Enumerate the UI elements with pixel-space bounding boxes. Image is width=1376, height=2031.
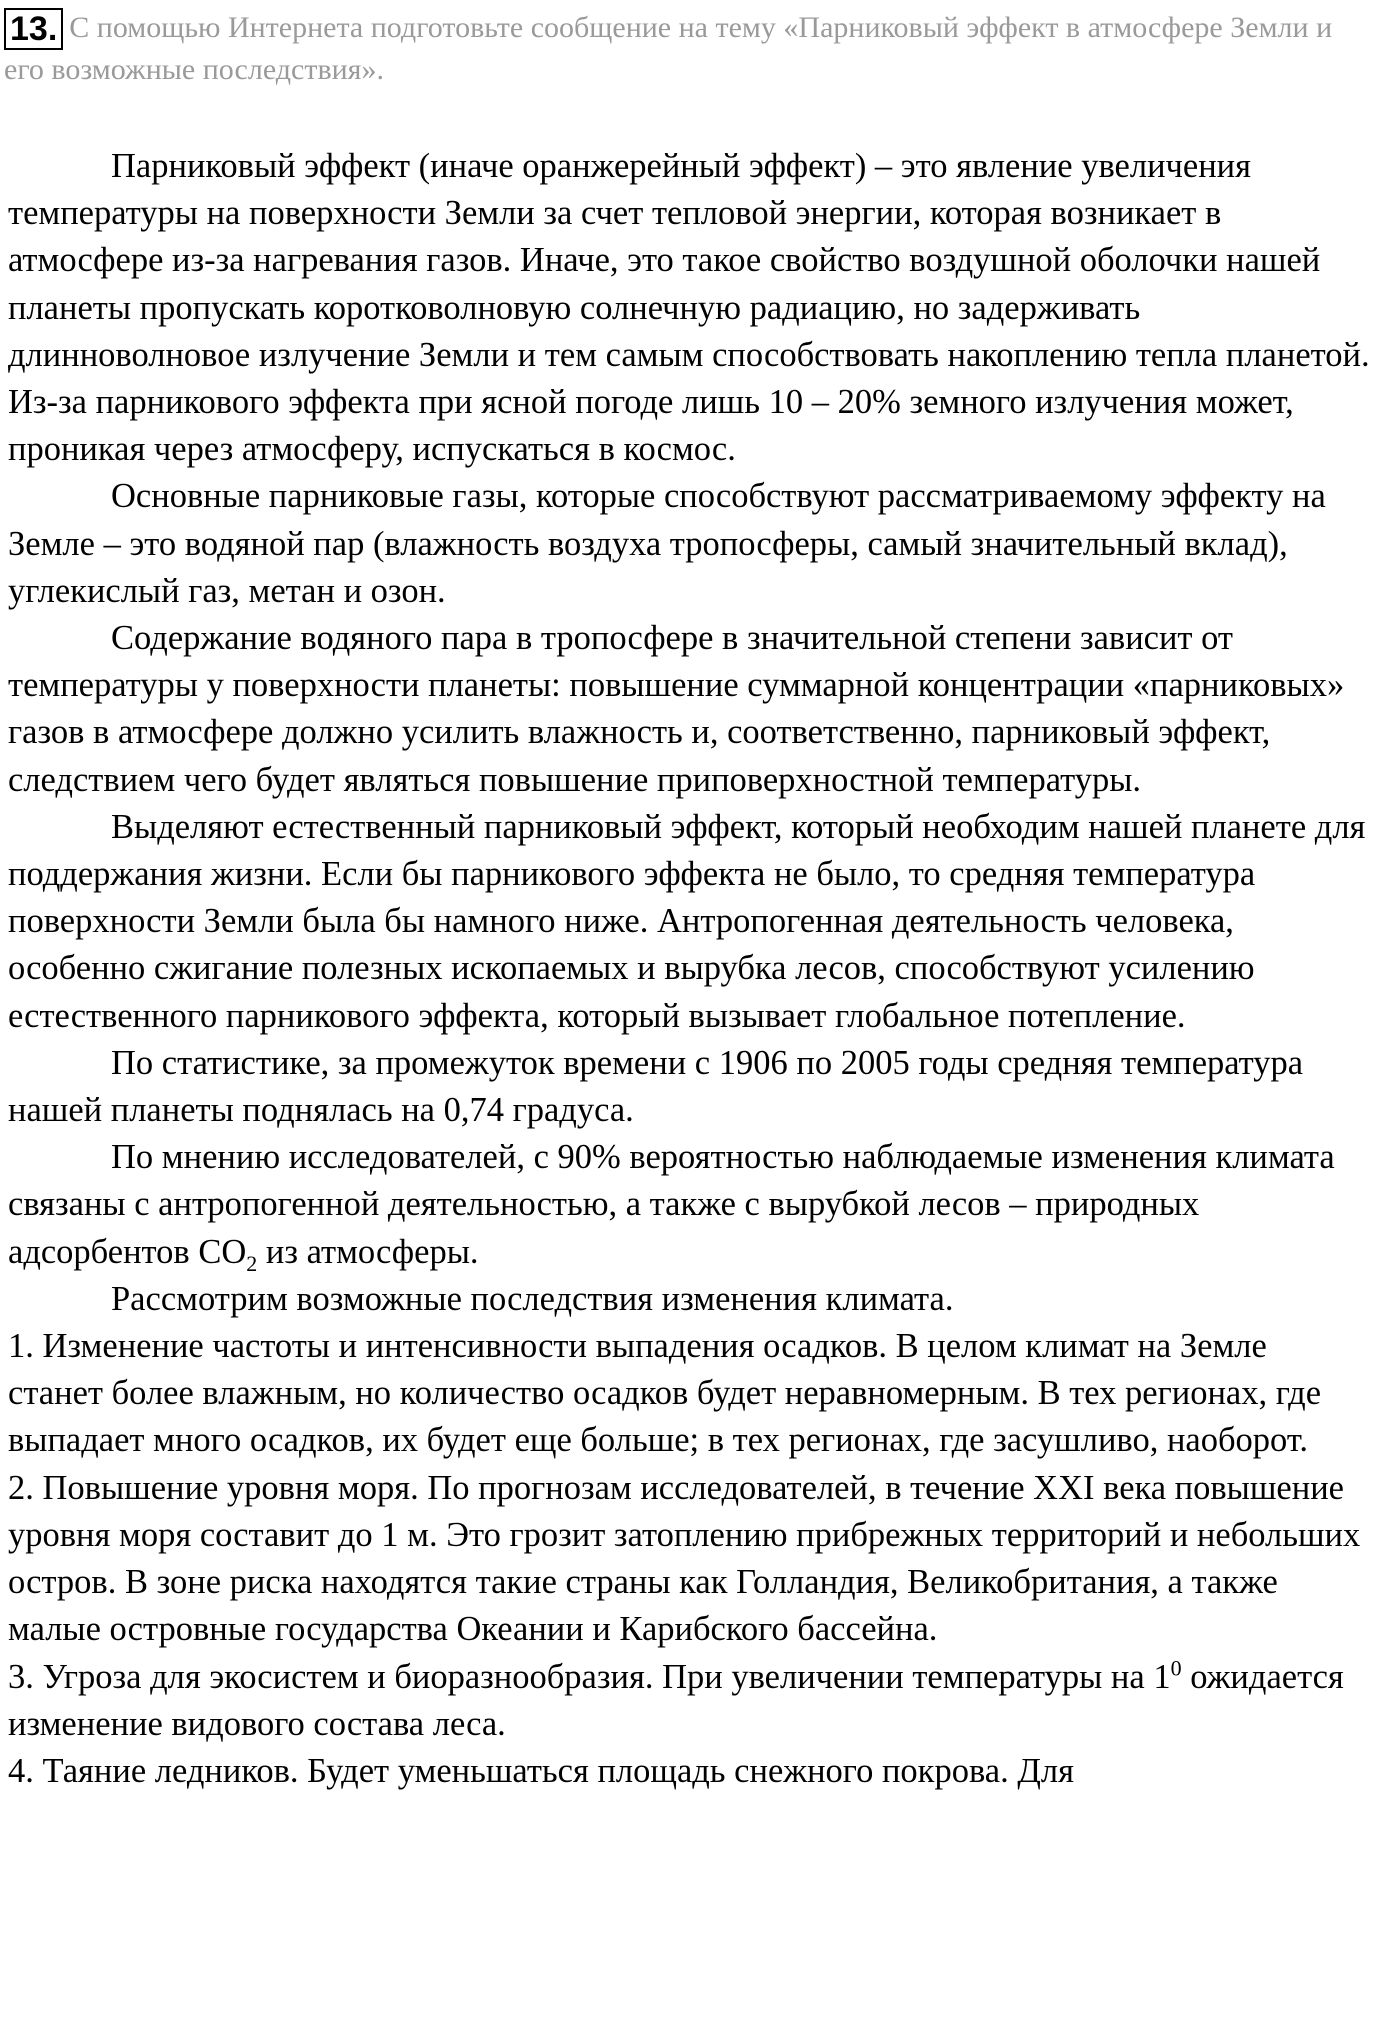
list-item-precipitation: 1. Изменение частоты и интенсивности выпадения осадков. В целом климат на Земле станет более влажным, но количество осадков будет неравномерным. В тех регионах, где выпадает много осадков, их будет еще больше; в тех регионах, где засушливо, наоборот. (8, 1327, 1322, 1460)
paragraph-consequences-intro: Рассмотрим возможные последствия изменения климата. (111, 1279, 954, 1318)
paragraph-natural-effect: Выделяют естественный парниковый эффект, который необходим нашей планете для поддержания жизни. Если бы парникового эффекта не было, то средняя температура поверхности Земли была бы намного ниже. Антропогенная деятельность человека, особенно сжигание полезных ископаемых и вырубка лесов, способствуют усилению естественного парникового эффекта, который вызывает глобальное потепление. (8, 807, 1366, 1035)
ecosystems-text-end: ожидается изменение видового состава леса. (8, 1657, 1344, 1743)
task-text: С помощью Интернета подготовьте сообщение на тему «Парниковый эффект в атмосфере Земли и его возможные последствия». (4, 11, 1333, 86)
paragraph-water-vapor: Содержание водяного пара в тропосфере в значительной степени зависит от температуры у поверхности планеты: повышение суммарной концентрации «парниковых» газов в атмосфере должно усилить влажность и, соответственно, парниковый эффект, следствием чего будет являться повышение приповерхностной температуры. (8, 619, 1345, 799)
paragraph-statistics: По статистике, за промежуток времени с 1906 по 2005 годы средняя температура нашей планеты поднялась на 0,74 градуса. (8, 1043, 1304, 1130)
answer-text (8, 143, 1370, 1795)
ecosystems-text: 3. Угроза для экосистем и биоразнообразия. При увеличении температуры на 1 (8, 1657, 1171, 1696)
task-number: 13. (4, 8, 63, 50)
co2-subscript: 2 (246, 1250, 258, 1276)
paragraph-definition: Парниковый эффект (иначе оранжерейный эффект) – это явление увеличения температуры на поверхности Земли за счет тепловой энергии, которая возникает в атмосфере из-за нагревания газов. Иначе, это такое свойство воздушной оболочки нашей планеты пропускать коротковолновую солнечную радиацию, но задерживать длинноволновое излучение Земли и тем самым способствовать накоплению тепла планетой. Из-за парникового эффекта при ясной погоде лишь 10 – 20% земного излучения может, проникая через атмосферу, испускаться в космос. (8, 147, 1370, 469)
list-item-glaciers: 4. Таяние ледников. Будет уменьшаться площадь снежного покрова. Для (8, 1751, 1074, 1790)
degree-superscript: 0 (1170, 1655, 1182, 1680)
researchers-text-end: из атмосферы. (257, 1232, 479, 1271)
list-item-ecosystems (8, 1654, 1370, 1748)
paragraph-researchers (8, 1134, 1370, 1276)
list-item-sea-level: 2. Повышение уровня моря. По прогнозам исследователей, в течение XXI века повышение уровня моря составит до 1 м. Это грозит затоплению прибрежных территорий и небольших остров. В зоне риска находятся такие страны как Голландия, Великобритания, а также малые островные государства Океании и Карибского бассейна. (8, 1468, 1361, 1649)
paragraph-gases: Основные парниковые газы, которые способствуют рассматриваемому эффекту на Земле – это водяной пар (влажность воздуха тропосферы, самый значительный вклад), углекислый газ, метан и озон. (8, 477, 1326, 610)
researchers-text: По мнению исследователей, с 90% вероятностью наблюдаемые изменения климата связаны с антропогенной деятельностью, а также с вырубкой лесов – природных адсорбентов СО (8, 1138, 1335, 1271)
task-header (4, 8, 1344, 90)
